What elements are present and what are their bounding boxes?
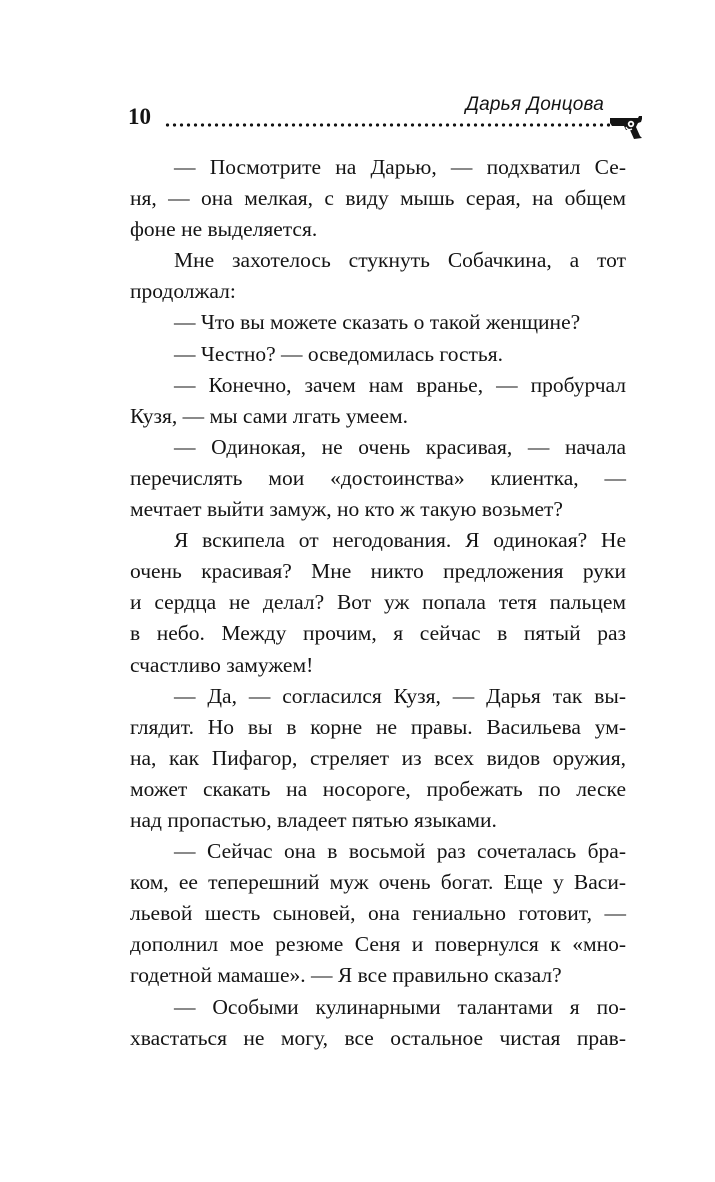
text-line: продолжал: [130,279,236,304]
text-line: — Да, — согласился Кузя, — Дарья так вы- [174,683,626,708]
paragraph [130,370,626,432]
text-line: очень красивая? Мне никто предложения руки [130,559,626,584]
text-line: льевой шесть сыновей, она гениально готовит, — [130,901,626,926]
text-line: фоне не выделяется. [130,217,318,242]
revolver-icon [608,114,648,140]
text-line: — Сейчас она в восьмой раз сочеталась бра- [174,839,626,864]
text-line: дополнил мое резюме Сеня и повернулся к «мно- [130,932,626,957]
text-line: ком, ее теперешний муж очень богат. Еще у Васи- [130,870,626,895]
text-line: Я вскипела от негодования. Я одинокая? Не [174,528,626,553]
text-line: может скакать на носороге, пробежать по леске [130,776,626,801]
text-line: — Посмотрите на Дарью, — подхватил Се- [174,155,626,179]
text-line: — Честно? — осведомилась гостья. [174,341,503,366]
paragraph [130,992,626,1054]
dotted-leader [164,123,610,127]
paragraph [130,339,626,370]
text-line: над пропастью, владеет пятью языками. [130,807,497,832]
running-head-author: Дарья Донцова [465,94,604,115]
text-line: Мне захотелось стукнуть Собачкина, а тот [174,248,626,273]
paragraph [130,152,626,245]
text-line: — Одинокая, не очень красивая, — начала [174,434,626,459]
text-line: Кузя, — мы сами лгать умеем. [130,403,408,428]
text-line: ня, — она мелкая, с виду мышь серая, на общем [130,186,626,211]
text-line: перечислять мои «достоинства» клиентка, — [130,465,626,490]
text-line: и сердца не делал? Вот уж попала тетя пальцем [130,590,626,615]
text-line: — Особыми кулинарными талантами я по- [174,994,626,1019]
text-line: на, как Пифагор, стреляет из всех видов оружия, [130,745,626,770]
text-line: — Что вы можете сказать о такой женщине? [174,310,581,335]
running-head [128,96,648,144]
text-line: в небо. Между прочим, я сейчас в пятый раз [130,621,626,646]
text-line: — Конечно, зачем нам вранье, — пробурчал [174,372,626,397]
text-line: мечтает выйти замуж, но кто ж такую возьмет? [130,497,563,522]
paragraph [130,525,626,680]
paragraph [130,681,626,836]
page-number: 10 [128,104,151,129]
text-line: годетной мамаше». — Я все правильно сказал? [130,963,562,988]
paragraph [130,307,626,338]
text-line: глядит. Но вы в корне не правы. Васильева ум- [130,714,626,739]
text-line: счастливо замужем! [130,652,314,677]
paragraph [130,245,626,307]
paragraph [130,836,626,991]
paragraph [130,432,626,525]
body-text [130,152,626,1054]
text-line: хвастаться не могу, все остальное чистая прав- [130,1025,626,1050]
